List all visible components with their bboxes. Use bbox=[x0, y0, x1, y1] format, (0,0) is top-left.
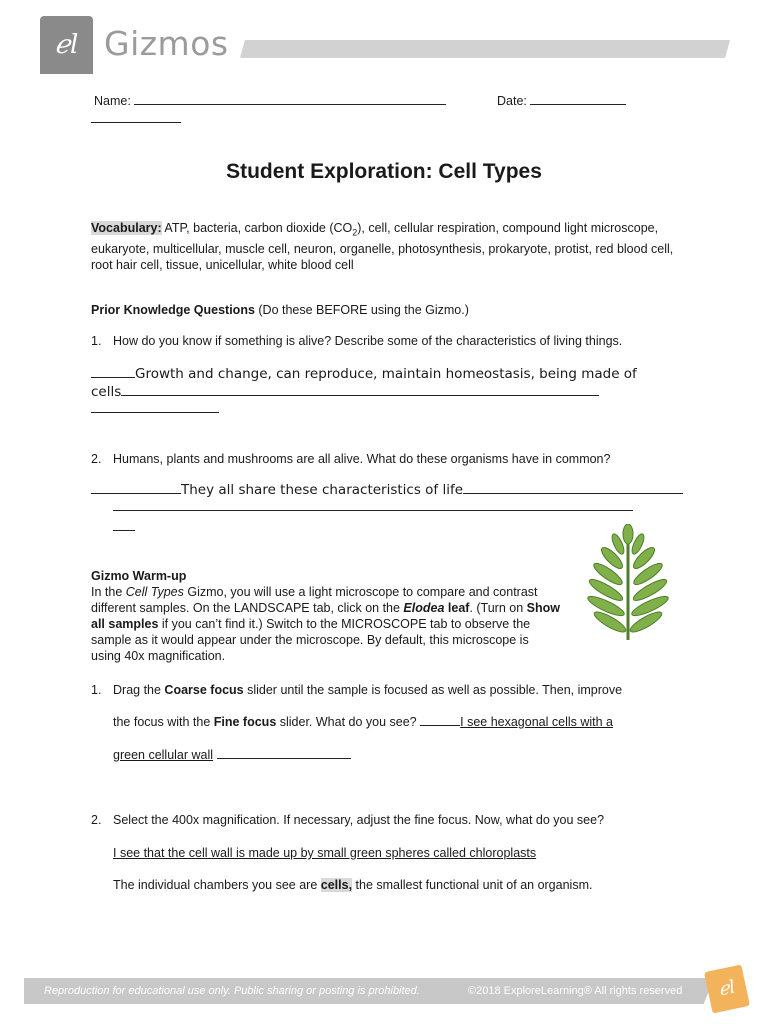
footer-disclaimer: Reproduction for educational use only. Public sharing or posting is prohibited. bbox=[44, 985, 420, 997]
prior-q2-answer-line2 bbox=[113, 500, 633, 514]
prior-q1-answer-line3 bbox=[91, 402, 219, 416]
warmup-q2-number: 2. bbox=[91, 813, 102, 827]
date-label: Date: bbox=[497, 94, 527, 108]
footer-copyright: ©2018 ExploreLearning® All rights reserved bbox=[468, 985, 683, 997]
name-row bbox=[94, 94, 446, 108]
prior-knowledge-heading: Prior Knowledge Questions (Do these BEFORE using the Gizmo.) bbox=[91, 303, 469, 317]
warmup-q1-answer[interactable]: I see hexagonal cells with a bbox=[460, 715, 613, 729]
prior-q1-text: How do you know if something is alive? Describe some of the characteristics of living things. bbox=[113, 334, 623, 348]
warmup-paragraph: In the Cell Types Gizmo, you will use a light microscope to compare and contrast different samples. On the LANDSCAPE tab, click on the Elodea leaf. (Turn on Show all samples if you can’t find it.) Switch to the MICROSCOPE tab to observe the sample as it would appear under the microscope. By default, this microscope is using 40x magnification. bbox=[91, 585, 560, 663]
date-row bbox=[497, 94, 626, 108]
warmup-q1-text-line2: the focus with the Fine focus slider. What do you see? I see hexagonal cells with a bbox=[113, 715, 613, 729]
warmup-heading: Gizmo Warm-up bbox=[91, 569, 187, 583]
page-title: Student Exploration: Cell Types bbox=[226, 160, 542, 183]
warmup-q1-text: Drag the Coarse focus slider until the sample is focused as well as possible. Then, improve bbox=[113, 683, 623, 697]
warmup-q2-answer[interactable]: I see that the cell wall is made up by small green spheres called chloroplasts bbox=[113, 846, 537, 860]
prior-q2-number: 2. bbox=[91, 452, 102, 466]
prior-q2-answer-line3 bbox=[113, 520, 135, 534]
vocabulary-paragraph: Vocabulary: ATP, bacteria, carbon dioxide $(CO_2)$, cell, cellular respiration, compound light microscope, eukaryote, multicellular, muscle cell, neuron, organelle, photosynthesis, prokaryote, protist, red blood cell, root hair cell, tissue, unicellular, white blood cell bbox=[91, 221, 674, 272]
date-field-continued bbox=[91, 112, 181, 126]
prior-q2-answer[interactable]: They all share these characteristics of life bbox=[91, 482, 691, 498]
explorelearning-logo: ℯl bbox=[40, 16, 93, 74]
name-label: Name: bbox=[94, 94, 131, 108]
elodea-plant-illustration bbox=[582, 524, 674, 642]
date-field[interactable] bbox=[530, 104, 626, 105]
warmup-q2-text: Select the 400x magnification. If necessary, adjust the fine focus. Now, what do you see? bbox=[113, 813, 605, 827]
warmup-section bbox=[91, 568, 561, 664]
name-field[interactable] bbox=[134, 104, 446, 105]
prior-q1-answer[interactable]: Growth and change, can reproduce, maintain homeostasis, being made of bbox=[91, 366, 691, 382]
header-bar bbox=[240, 40, 730, 58]
warmup-q2-note: The individual chambers you see are cells, the smallest functional unit of an organism. bbox=[113, 878, 593, 892]
warmup-q1-number: 1. bbox=[91, 683, 102, 697]
gizmos-brand: Gizmos bbox=[104, 24, 229, 63]
prior-q1-answer-line2: cells bbox=[91, 384, 599, 400]
warmup-q1-answer-line2[interactable]: green cellular wall bbox=[113, 748, 351, 762]
vocabulary-label: Vocabulary: bbox=[91, 221, 162, 235]
explorelearning-corner-logo: ℯl bbox=[704, 965, 750, 1014]
prior-q2-text: Humans, plants and mushrooms are all alive. What do these organisms have in common? bbox=[113, 452, 611, 466]
prior-q1-number: 1. bbox=[91, 334, 102, 348]
